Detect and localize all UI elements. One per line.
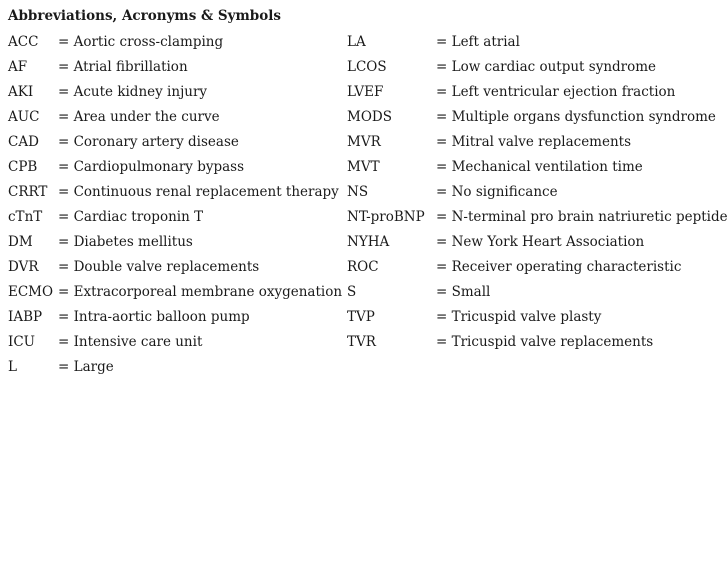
abbreviation-row bbox=[347, 183, 728, 208]
abbreviation-term: CPB bbox=[8, 159, 38, 175]
abbreviation-term: IABP bbox=[8, 309, 43, 325]
abbreviation-row bbox=[8, 358, 342, 383]
abbreviation-row bbox=[8, 333, 342, 358]
abbreviation-term: TVR bbox=[347, 334, 376, 350]
abbreviation-definition: = Intensive care unit bbox=[58, 334, 203, 350]
abbreviation-term: AF bbox=[8, 59, 28, 75]
abbreviation-definition: = Extracorporeal membrane oxygenation bbox=[58, 284, 343, 300]
abbreviation-definition: = No significance bbox=[436, 184, 558, 200]
abbreviation-term: DM bbox=[8, 234, 33, 250]
abbreviation-term: CAD bbox=[8, 134, 39, 150]
abbreviation-term: AKI bbox=[8, 84, 34, 100]
abbreviation-row bbox=[347, 208, 728, 233]
abbreviation-row bbox=[347, 333, 728, 358]
abbreviation-definition: = Aortic cross-clamping bbox=[58, 34, 224, 50]
abbreviation-definition: = Receiver operating characteristic bbox=[436, 259, 682, 275]
abbreviation-row bbox=[8, 33, 342, 58]
abbreviation-row bbox=[8, 158, 342, 183]
abbreviation-row bbox=[347, 233, 728, 258]
abbreviation-definition: = Diabetes mellitus bbox=[58, 234, 193, 250]
abbreviation-row bbox=[8, 308, 342, 333]
abbreviation-row bbox=[8, 208, 342, 233]
abbreviation-definition: = Intra-aortic balloon pump bbox=[58, 309, 250, 325]
abbreviation-row bbox=[8, 283, 342, 308]
abbreviation-row bbox=[8, 58, 342, 83]
abbreviation-term: ROC bbox=[347, 259, 379, 275]
abbreviation-row bbox=[8, 83, 342, 108]
abbreviation-definition: = Area under the curve bbox=[58, 109, 220, 125]
section-title: Abbreviations, Acronyms & Symbols bbox=[8, 8, 281, 24]
abbreviation-row bbox=[347, 258, 728, 283]
abbreviation-definition: = Small bbox=[436, 284, 491, 300]
abbreviation-definition: = Tricuspid valve replacements bbox=[436, 334, 654, 350]
abbreviation-term: LA bbox=[347, 34, 366, 50]
abbreviation-list-right bbox=[347, 33, 728, 358]
abbreviation-term: LVEF bbox=[347, 84, 384, 100]
abbreviation-row bbox=[8, 133, 342, 158]
abbreviation-term: TVP bbox=[347, 309, 375, 325]
abbreviation-term: S bbox=[347, 284, 357, 300]
abbreviation-definition: = Multiple organs dysfunction syndrome bbox=[436, 109, 716, 125]
abbreviation-row bbox=[8, 233, 342, 258]
abbreviation-row bbox=[347, 283, 728, 308]
abbreviation-term: LCOS bbox=[347, 59, 387, 75]
abbreviation-term: NS bbox=[347, 184, 369, 200]
abbreviation-definition: = N-terminal pro brain natriuretic peptide bbox=[436, 209, 728, 225]
abbreviation-term: CRRT bbox=[8, 184, 48, 200]
abbreviation-term: MVR bbox=[347, 134, 381, 150]
abbreviation-definition: = Coronary artery disease bbox=[58, 134, 239, 150]
abbreviation-definition: = Mitral valve replacements bbox=[436, 134, 632, 150]
abbreviation-row bbox=[347, 58, 728, 83]
abbreviation-list-left bbox=[8, 33, 342, 383]
abbreviation-term: AUC bbox=[8, 109, 40, 125]
abbreviation-definition: = Acute kidney injury bbox=[58, 84, 208, 100]
abbreviation-term: ACC bbox=[8, 34, 39, 50]
abbreviation-row bbox=[8, 258, 342, 283]
abbreviation-term: NYHA bbox=[347, 234, 390, 250]
abbreviation-term: ECMO bbox=[8, 284, 54, 300]
abbreviation-term: L bbox=[8, 359, 17, 375]
abbreviation-term: ICU bbox=[8, 334, 36, 350]
abbreviation-definition: = Large bbox=[58, 359, 114, 375]
abbreviation-row bbox=[347, 83, 728, 108]
abbreviation-definition: = Cardiopulmonary bypass bbox=[58, 159, 245, 175]
abbreviation-term: DVR bbox=[8, 259, 39, 275]
abbreviation-row bbox=[8, 183, 342, 208]
abbreviation-row bbox=[347, 33, 728, 58]
abbreviation-definition: = Atrial fibrillation bbox=[58, 59, 188, 75]
abbreviation-row bbox=[347, 108, 728, 133]
abbreviation-row bbox=[8, 108, 342, 133]
abbreviation-term: MVT bbox=[347, 159, 380, 175]
abbreviation-row bbox=[347, 308, 728, 333]
abbreviation-definition: = Left ventricular ejection fraction bbox=[436, 84, 676, 100]
abbreviation-definition: = Continuous renal replacement therapy bbox=[58, 184, 339, 200]
abbreviation-definition: = Mechanical ventilation time bbox=[436, 159, 643, 175]
abbreviation-definition: = Tricuspid valve plasty bbox=[436, 309, 602, 325]
abbreviation-term: MODS bbox=[347, 109, 392, 125]
abbreviation-definition: = Cardiac troponin T bbox=[58, 209, 204, 225]
abbreviation-definition: = Low cardiac output syndrome bbox=[436, 59, 657, 75]
abbreviation-definition: = Double valve replacements bbox=[58, 259, 260, 275]
abbreviation-term: NT-proBNP bbox=[347, 209, 425, 225]
abbreviation-term: cTnT bbox=[8, 209, 43, 225]
abbreviation-row bbox=[347, 158, 728, 183]
abbreviation-definition: = Left atrial bbox=[436, 34, 520, 50]
abbreviation-definition: = New York Heart Association bbox=[436, 234, 645, 250]
abbreviation-row bbox=[347, 133, 728, 158]
